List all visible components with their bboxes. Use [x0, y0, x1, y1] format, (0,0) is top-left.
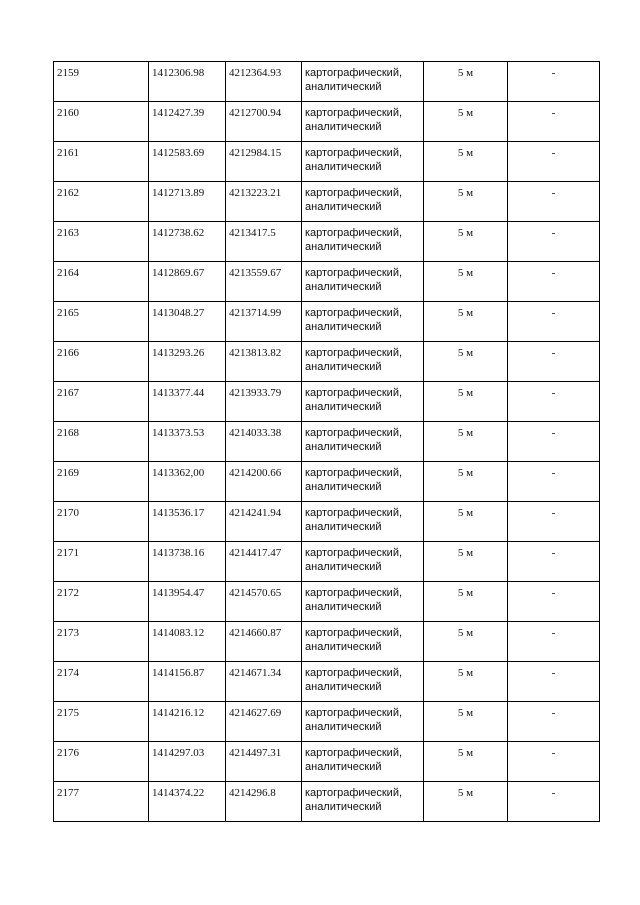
accuracy-cell: 5 м: [424, 782, 508, 822]
y-coordinate-cell: 4214671.34: [226, 662, 302, 702]
accuracy-cell: 5 м: [424, 382, 508, 422]
y-coordinate-cell: 4213559.67: [226, 262, 302, 302]
note-cell: -: [508, 62, 600, 102]
method-cell: картографический, аналитический: [302, 582, 424, 622]
x-coordinate-cell: 1412713.89: [149, 182, 226, 222]
x-coordinate-cell: 1413954.47: [149, 582, 226, 622]
point-number-cell: 2166: [54, 342, 149, 382]
method-cell: картографический, аналитический: [302, 782, 424, 822]
method-cell: картографический, аналитический: [302, 222, 424, 262]
table-row: [54, 742, 600, 782]
note-cell: -: [508, 222, 600, 262]
note-cell: -: [508, 742, 600, 782]
note-cell: -: [508, 422, 600, 462]
method-cell: картографический, аналитический: [302, 662, 424, 702]
note-cell: -: [508, 542, 600, 582]
method-cell: картографический, аналитический: [302, 542, 424, 582]
x-coordinate-cell: 1413048.27: [149, 302, 226, 342]
point-number-cell: 2162: [54, 182, 149, 222]
accuracy-cell: 5 м: [424, 422, 508, 462]
accuracy-cell: 5 м: [424, 262, 508, 302]
x-coordinate-cell: 1412738.62: [149, 222, 226, 262]
x-coordinate-cell: 1414156.87: [149, 662, 226, 702]
y-coordinate-cell: 4214497.31: [226, 742, 302, 782]
method-cell: картографический, аналитический: [302, 182, 424, 222]
x-coordinate-cell: 1414374.22: [149, 782, 226, 822]
point-number-cell: 2176: [54, 742, 149, 782]
y-coordinate-cell: 4212700.94: [226, 102, 302, 142]
point-number-cell: 2173: [54, 622, 149, 662]
y-coordinate-cell: 4213417.5: [226, 222, 302, 262]
y-coordinate-cell: 4212984.15: [226, 142, 302, 182]
table-row: [54, 502, 600, 542]
accuracy-cell: 5 м: [424, 582, 508, 622]
y-coordinate-cell: 4214200.66: [226, 462, 302, 502]
note-cell: -: [508, 782, 600, 822]
y-coordinate-cell: 4214627.69: [226, 702, 302, 742]
method-cell: картографический, аналитический: [302, 462, 424, 502]
y-coordinate-cell: 4214570.65: [226, 582, 302, 622]
y-coordinate-cell: 4214296.8: [226, 782, 302, 822]
table-row: [54, 142, 600, 182]
table-row: [54, 62, 600, 102]
y-coordinate-cell: 4214033.38: [226, 422, 302, 462]
note-cell: -: [508, 342, 600, 382]
table-row: [54, 662, 600, 702]
y-coordinate-cell: 4214417.47: [226, 542, 302, 582]
x-coordinate-cell: 1412869.67: [149, 262, 226, 302]
accuracy-cell: 5 м: [424, 222, 508, 262]
note-cell: -: [508, 102, 600, 142]
method-cell: картографический, аналитический: [302, 62, 424, 102]
accuracy-cell: 5 м: [424, 302, 508, 342]
table-row: [54, 582, 600, 622]
y-coordinate-cell: 4213223.21: [226, 182, 302, 222]
point-number-cell: 2174: [54, 662, 149, 702]
table-row: [54, 302, 600, 342]
point-number-cell: 2160: [54, 102, 149, 142]
note-cell: -: [508, 702, 600, 742]
note-cell: -: [508, 382, 600, 422]
point-number-cell: 2170: [54, 502, 149, 542]
x-coordinate-cell: 1412583.69: [149, 142, 226, 182]
accuracy-cell: 5 м: [424, 542, 508, 582]
y-coordinate-cell: 4213933.79: [226, 382, 302, 422]
x-coordinate-cell: 1414216.12: [149, 702, 226, 742]
x-coordinate-cell: 1413377.44: [149, 382, 226, 422]
accuracy-cell: 5 м: [424, 142, 508, 182]
note-cell: -: [508, 302, 600, 342]
accuracy-cell: 5 м: [424, 62, 508, 102]
method-cell: картографический, аналитический: [302, 142, 424, 182]
y-coordinate-cell: 4214660.87: [226, 622, 302, 662]
method-cell: картографический, аналитический: [302, 502, 424, 542]
y-coordinate-cell: 4213714.99: [226, 302, 302, 342]
accuracy-cell: 5 м: [424, 702, 508, 742]
point-number-cell: 2159: [54, 62, 149, 102]
method-cell: картографический, аналитический: [302, 102, 424, 142]
note-cell: -: [508, 262, 600, 302]
accuracy-cell: 5 м: [424, 622, 508, 662]
table-row: [54, 182, 600, 222]
note-cell: -: [508, 662, 600, 702]
point-number-cell: 2167: [54, 382, 149, 422]
method-cell: картографический, аналитический: [302, 342, 424, 382]
table-row: [54, 382, 600, 422]
coordinates-table-body: [54, 62, 600, 822]
table-row: [54, 782, 600, 822]
x-coordinate-cell: 1413362,00: [149, 462, 226, 502]
point-number-cell: 2177: [54, 782, 149, 822]
table-row: [54, 542, 600, 582]
accuracy-cell: 5 м: [424, 662, 508, 702]
accuracy-cell: 5 м: [424, 462, 508, 502]
accuracy-cell: 5 м: [424, 182, 508, 222]
y-coordinate-cell: 4213813.82: [226, 342, 302, 382]
table-row: [54, 462, 600, 502]
accuracy-cell: 5 м: [424, 342, 508, 382]
y-coordinate-cell: 4214241.94: [226, 502, 302, 542]
point-number-cell: 2175: [54, 702, 149, 742]
accuracy-cell: 5 м: [424, 742, 508, 782]
table-row: [54, 702, 600, 742]
table-row: [54, 262, 600, 302]
point-number-cell: 2169: [54, 462, 149, 502]
note-cell: -: [508, 582, 600, 622]
point-number-cell: 2172: [54, 582, 149, 622]
method-cell: картографический, аналитический: [302, 422, 424, 462]
method-cell: картографический, аналитический: [302, 382, 424, 422]
x-coordinate-cell: 1413738.16: [149, 542, 226, 582]
x-coordinate-cell: 1412306.98: [149, 62, 226, 102]
point-number-cell: 2164: [54, 262, 149, 302]
x-coordinate-cell: 1413373.53: [149, 422, 226, 462]
note-cell: -: [508, 182, 600, 222]
x-coordinate-cell: 1413536.17: [149, 502, 226, 542]
table-row: [54, 342, 600, 382]
table-row: [54, 622, 600, 662]
point-number-cell: 2165: [54, 302, 149, 342]
table-row: [54, 222, 600, 262]
point-number-cell: 2163: [54, 222, 149, 262]
x-coordinate-cell: 1412427.39: [149, 102, 226, 142]
table-row: [54, 102, 600, 142]
point-number-cell: 2161: [54, 142, 149, 182]
accuracy-cell: 5 м: [424, 502, 508, 542]
point-number-cell: 2168: [54, 422, 149, 462]
method-cell: картографический, аналитический: [302, 302, 424, 342]
method-cell: картографический, аналитический: [302, 622, 424, 662]
method-cell: картографический, аналитический: [302, 742, 424, 782]
y-coordinate-cell: 4212364.93: [226, 62, 302, 102]
note-cell: -: [508, 462, 600, 502]
method-cell: картографический, аналитический: [302, 702, 424, 742]
point-number-cell: 2171: [54, 542, 149, 582]
note-cell: -: [508, 142, 600, 182]
method-cell: картографический, аналитический: [302, 262, 424, 302]
x-coordinate-cell: 1413293.26: [149, 342, 226, 382]
note-cell: -: [508, 622, 600, 662]
accuracy-cell: 5 м: [424, 102, 508, 142]
coordinates-table: [53, 61, 600, 822]
x-coordinate-cell: 1414297.03: [149, 742, 226, 782]
x-coordinate-cell: 1414083.12: [149, 622, 226, 662]
note-cell: -: [508, 502, 600, 542]
table-row: [54, 422, 600, 462]
